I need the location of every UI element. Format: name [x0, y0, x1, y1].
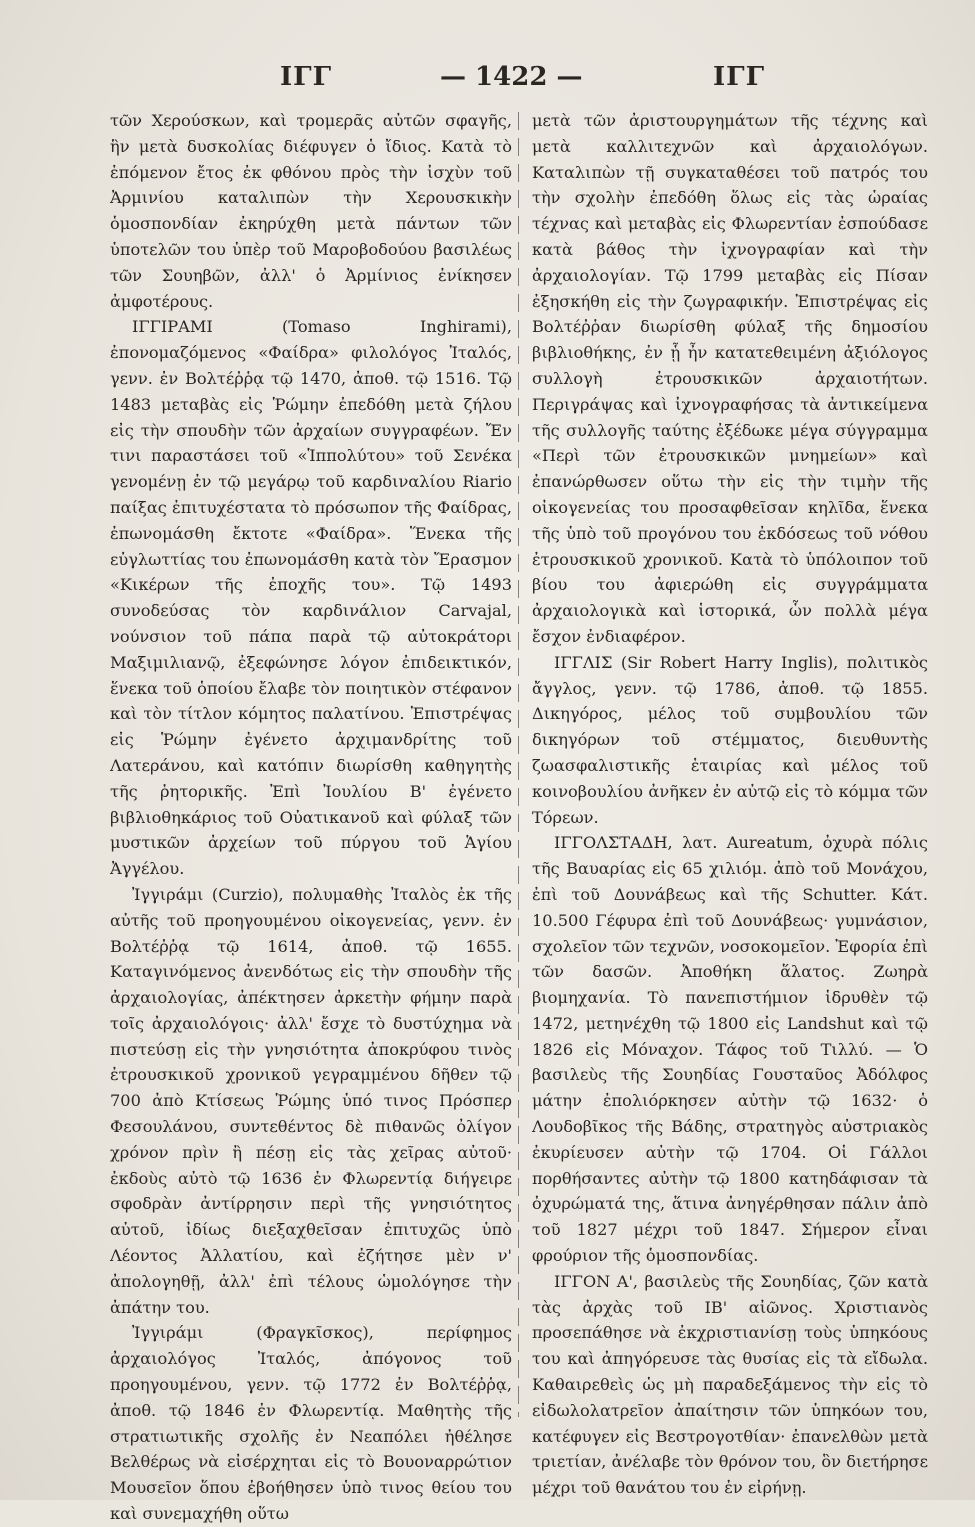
entry-ingon: ΙΓΓΟΝ Α', βασιλεὺς τῆς Σουηδίας, ζῶν κατὰ τὰς ἀρχὰς τοῦ ΙΒ' αἰῶνος. Χριστιανὸς προσεπάθησε νὰ ἐκχριστιανίσῃ τοὺς ὑπηκόους του καὶ ἀπηγόρευσε τὰς θυσίας εἰς τὰ εἴδωλα. Καθαιρεθεὶς ὡς μὴ παραδεξάμενος τὴν εἰς τὸ εἰδωλολατρεῖον ἀπαίτησιν τῶν ὑπηκόων του, κατέφυγεν εἰς Βεστρογοτθίαν· ἐπανελθὼν μετὰ τριετίαν, ἀνέλαβε τὸν θρόνον του, ὃν διετήρησε μέχρι τοῦ θανάτου του ἐν εἰρήνῃ. — [532, 1271, 928, 1498]
entry-paragraph: τῶν Χερούσκων, καὶ τρομερᾶς αὐτῶν σφαγῆς, ἣν μετὰ δυσκολίας διέφυγεν ὁ ἴδιος. Κατὰ τὸ ἑπόμενον ἔτος ἐκ φθόνου πρὸς τὴν ἰσχὺν τοῦ Ἀρμινίου καταλιπὼν τὴν Χερουσκικὴν ὁμοσπονδίαν ἐκηρύχθη μετὰ πάντων τῶν ὑποτελῶν του ὑπὲρ τοῦ Μαροβοδούου βασιλέως τῶν Σουηβῶν, ἀλλ' ὁ Ἀρμίνιος ἐνίκησεν ἀμφοτέρους. — [110, 111, 512, 311]
page-header — [0, 62, 975, 102]
entry-ingolstadt: ΙΓΓΟΛΣΤΑΔΗ, λατ. Aureatum, ὀχυρὰ πόλις τῆς Βαυαρίας εἰς 65 χιλιόμ. ἀπὸ τοῦ Μονάχου, ἐπὶ τοῦ Δουνάβεως καὶ τῆς Schutter. Κάτ. 10.500 Γέφυρα ἐπὶ τοῦ Δουνάβεως· γυμνάσιον, σχολεῖον τῶν τεχνῶν, νοσοκομεῖον. Ἐφορία ἐπὶ τῶν δασῶν. Ἀποθήκη ἅλατος. Ζωηρὰ βιομηχανία. Τὸ πανεπιστήμιον ἱδρυθὲν τῷ 1472, μετηνέχθη τῷ 1800 εἰς Landshut καὶ τῷ 1826 εἰς Μόναχον. Τάφος τοῦ Τιλλύ. — Ὁ βασιλεὺς τῆς Σουηδίας Γουσταῦος Ἀδόλφος μάτην ἐπολιόρκησεν αὐτὴν τῷ 1632· ὁ Λουδοβῖκος τῆς Βάδης, στρατηγὸς αὐστριακὸς ἐκυρίευσεν αὐτὴν τῷ 1704. Οἱ Γάλλοι πορθήσαντες αὐτὴν τῷ 1800 κατηδάφισαν τὰ ὀχυρώματά της, ἅτινα ἀνηγέρθησαν πάλιν ἀπὸ τοῦ 1827 μέχρι τοῦ 1847. Σήμερον εἶναι φρούριον τῆς ὁμοσπονδίας. — [532, 833, 928, 1266]
entry-paragraph: μετὰ τῶν ἀριστουργημάτων τῆς τέχνης καὶ μετὰ καλλιτεχνῶν καὶ ἀρχαιολόγων. Καταλιπὼν τῇ συγκαταθέσει τοῦ πατρός του τὴν σχολὴν ἐπεδόθη ὅλως εἰς τὰς ὡραίας τέχνας καὶ μεταβὰς εἰς Φλωρεντίαν ἐσπούδασε κατὰ βάθος τὴν ἰχνογραφίαν καὶ τὴν ἀρχαιολογίαν. Τῷ 1799 μεταβὰς εἰς Πίσαν ἐξησκήθη εἰς τὴν ζωγραφικήν. Ἐπιστρέψας εἰς Βολτέῤῥαν διωρίσθη φύλαξ τῆς δημοσίου βιβλιοθήκης, ἐν ᾗ ἦν κατατεθειμένη ἀξιόλογος συλλογὴ ἐτρουσκικῶν ἀρχαιοτήτων. Περιγράψας καὶ ἰχνογραφήσας τὰ ἀντικείμενα τῆς συλλογῆς ταύτης ἐξέδωκε μέγα σύγγραμμα «Περὶ τῶν ἐτρουσκικῶν μνημείων» καὶ ἐπανώρθωσεν οὕτω τὴν εἰς τὴν τιμὴν τῆς οἰκογενείας του προσαφθεῖσαν κηλῖδα, ἕνεκα τῆς ὑπὸ τοῦ προγόνου του ἐκδόσεως τοῦ νόθου ἐτρουσκικοῦ χρονικοῦ. Κατὰ τὸ ὑπόλοιπον τοῦ βίου του ἀφιερώθη εἰς συγγράμματα ἀρχαιολογικὰ καὶ ἱστορικά, ὧν πολλὰ μέγα ἔσχον ἐνδιαφέρον. — [532, 111, 928, 646]
entry-inglis: ΙΓΓΛΙΣ (Sir Robert Harry Inglis), πολιτικὸς ἄγγλος, γενν. τῷ 1786, ἀποθ. τῷ 1855. Δικηγόρος, μέλος τοῦ συμβουλίου τῶν δικηγόρων τοῦ στέμματος, διευθυντὴς ζωασφαλιστικῆς ἑταιρίας καὶ μέλος τοῦ κοινοβουλίου ἀνῆκεν ἐν αὐτῷ εἰς τὸ κόμμα τῶν Τόρεων. — [532, 652, 928, 827]
entry-inghirami-tomaso: ΙΓΓΙΡΑΜΙ (Tomaso Inghirami), ἐπονομαζόμενος «Φαίδρα» φιλολόγος Ἰταλός, γενν. ἐν Βολτέῤῥᾳ τῷ 1470, ἀποθ. τῷ 1516. Τῷ 1483 μεταβὰς εἰς Ῥώμην ἐπεδόθη μετὰ ζήλου εἰς τὴν σπουδὴν τῶν ἀρχαίων συγγραφέων. Ἔν τινι παραστάσει τοῦ «Ἱππολύτου» τοῦ Σενέκα γενομένῃ ἐν τῷ μεγάρῳ τοῦ καρδιναλίου Riario παίξας ἐπιτυχέστατα τὸ πρόσωπον τῆς Φαίδρας, ἐπωνομάσθη ἔκτοτε «Φαίδρα». Ἕνεκα τῆς εὐγλωττίας του ἐπωνομάσθη κατὰ τὸν Ἔρασμον «Κικέρων τῆς ἐποχῆς του». Τῷ 1493 συνοδεύσας τὸν καρδινάλιον Carvajal, νούνσιον τοῦ πάπα παρὰ τῷ αὐτοκράτορι Μαξιμιλιανῷ, ἐξεφώνησε λόγον ἐπιδεικτικόν, ἕνεκα τοῦ ὁποίου ἔλαβε τὸν ποιητικὸν στέφανον καὶ τὸν τίτλον κόμητος παλατίνου. Ἐπιστρέψας εἰς Ῥώμην ἐγένετο ἀρχιμανδρίτης τοῦ Λατεράνου, καὶ κατόπιν διωρίσθη καθηγητὴς τῆς ῥητορικῆς. Ἐπὶ Ἰουλίου Β' ἐγένετο βιβλιοθηκάριος τοῦ Οὐατικανοῦ καὶ φύλαξ τῶν μυστικῶν ἀρχείων τοῦ πύργου τοῦ Ἁγίου Ἀγγέλου. — [110, 317, 512, 879]
header-left: ΙΓΓ — [280, 62, 333, 92]
right-column — [532, 108, 928, 1501]
entry-inghirami-francesco: Ἰγγιράμι (Φραγκῖσκος), περίφημος ἀρχαιολόγος Ἰταλός, ἀπόγονος τοῦ προηγουμένου, γενν. τῷ 1772 ἐν Βολτέῤῥᾳ, ἀποθ. τῷ 1846 ἐν Φλωρεντίᾳ. Μαθητὴς τῆς στρατιωτικῆς σχολῆς ἐν Νεαπόλει ἠθέλησε Βελθέρως νὰ εἰσέρχηται εἰς τὸ Βουοναρρώτιον Μουσεῖον ὅπου ἐβοήθησεν ὑπὸ τινος θείου του καὶ συνεμαχήθη οὕτω — [110, 1323, 512, 1524]
header-right: ΙΓΓ — [713, 62, 766, 92]
page-number: — 1422 — — [440, 62, 583, 92]
entry-inghirami-curzio: Ἰγγιράμι (Curzio), πολυμαθὴς Ἰταλὸς ἐκ τῆς αὐτῆς τοῦ προηγουμένου οἰκογενείας, γενν. ἐν Βολτέῤῥᾳ τῷ 1614, ἀποθ. τῷ 1655. Καταγινόμενος ἀνενδότως εἰς τὴν σπουδὴν τῆς ἀρχαιολογίας, ἀπέκτησεν ἀρκετὴν φήμην παρὰ τοῖς ἀρχαιολόγοις· ἀλλ' ἔσχε τὸ δυστύχημα νὰ πιστεύσῃ εἰς τὴν γνησιότητα ἀποκρύφου τινὸς ἐτρουσκικοῦ χρονικοῦ γεγραμμένου δῆθεν τῷ 700 ἀπὸ Κτίσεως Ῥώμης ὑπό τινος Πρόσπερ Φεσουλάνου, συντεθέντος δὲ πιθανῶς ὀλίγον χρόνον πρὶν ἢ πέσῃ εἰς τὰς χεῖρας αὐτοῦ· ἐκδοὺς αὐτὸ τῷ 1636 ἐν Φλωρεντίᾳ διήγειρε σφοδρὰν ἀντίρρησιν περὶ τῆς γνησιότητος αὐτοῦ, ἰδίως διεξαχθεῖσαν ἐπιτυχῶς ὑπὸ Λέοντος Ἀλλατίου, καὶ ἐζήτησε μὲν ν' ἀπολογηθῇ, ἀλλ' ἐπὶ τέλους ὡμολόγησε τὴν ἀπάτην του. — [110, 884, 512, 1317]
left-column — [110, 108, 512, 1527]
column-divider — [518, 112, 519, 1417]
